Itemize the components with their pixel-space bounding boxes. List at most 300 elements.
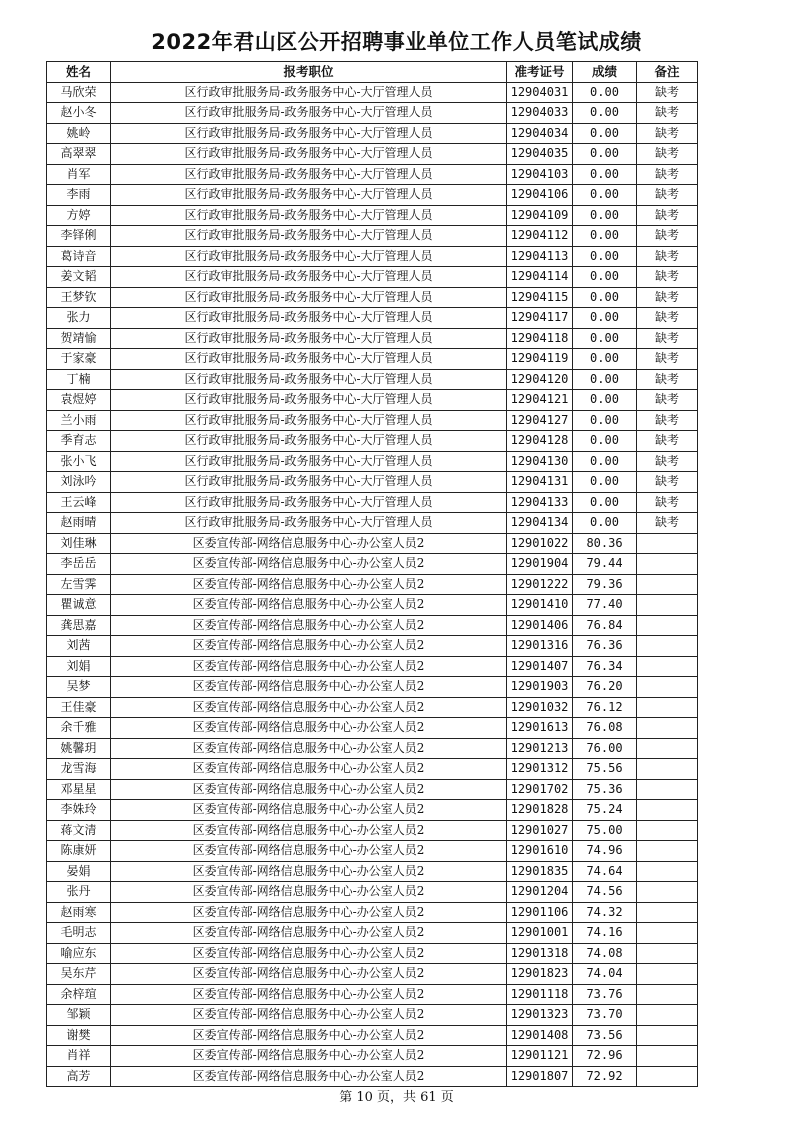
- cell-name: 陈康妍: [47, 841, 111, 862]
- header-position: 报考职位: [111, 62, 507, 83]
- table-row: [47, 574, 698, 595]
- cell-exam-id: 12901222: [507, 574, 573, 595]
- cell-position: 区行政审批服务局-政务服务中心-大厅管理人员: [111, 369, 507, 390]
- page-title: 2022年君山区公开招聘事业单位工作人员笔试成绩: [151, 30, 642, 54]
- cell-remark: [637, 554, 698, 575]
- cell-exam-id: 12904035: [507, 144, 573, 165]
- table-row: [47, 164, 698, 185]
- cell-exam-id: 12904119: [507, 349, 573, 370]
- table-row: [47, 369, 698, 390]
- cell-name: 毛明志: [47, 923, 111, 944]
- cell-score: 76.08: [573, 718, 637, 739]
- cell-score: 74.96: [573, 841, 637, 862]
- cell-name: 刘佳琳: [47, 533, 111, 554]
- table-row: [47, 615, 698, 636]
- cell-name: 邹颖: [47, 1005, 111, 1026]
- cell-position: 区委宣传部-网络信息服务中心-办公室人员2: [111, 779, 507, 800]
- cell-exam-id: 12901323: [507, 1005, 573, 1026]
- cell-position: 区行政审批服务局-政务服务中心-大厅管理人员: [111, 492, 507, 513]
- cell-exam-id: 12904115: [507, 287, 573, 308]
- cell-position: 区行政审批服务局-政务服务中心-大厅管理人员: [111, 123, 507, 144]
- table-row: [47, 533, 698, 554]
- cell-score: 75.36: [573, 779, 637, 800]
- cell-remark: [637, 718, 698, 739]
- cell-score: 0.00: [573, 205, 637, 226]
- cell-remark: [637, 615, 698, 636]
- cell-remark: [637, 697, 698, 718]
- cell-score: 0.00: [573, 472, 637, 493]
- cell-position: 区委宣传部-网络信息服务中心-办公室人员2: [111, 1025, 507, 1046]
- cell-position: 区行政审批服务局-政务服务中心-大厅管理人员: [111, 308, 507, 329]
- cell-score: 74.56: [573, 882, 637, 903]
- cell-exam-id: 12904117: [507, 308, 573, 329]
- cell-position: 区行政审批服务局-政务服务中心-大厅管理人员: [111, 451, 507, 472]
- cell-name: 刘茜: [47, 636, 111, 657]
- cell-name: 兰小雨: [47, 410, 111, 431]
- cell-remark: [637, 759, 698, 780]
- cell-score: 0.00: [573, 144, 637, 165]
- cell-score: 0.00: [573, 123, 637, 144]
- cell-exam-id: 12904127: [507, 410, 573, 431]
- cell-score: 0.00: [573, 410, 637, 431]
- cell-exam-id: 12901312: [507, 759, 573, 780]
- cell-exam-id: 12904133: [507, 492, 573, 513]
- cell-score: 0.00: [573, 82, 637, 103]
- cell-name: 袁煜婷: [47, 390, 111, 411]
- cell-score: 73.70: [573, 1005, 637, 1026]
- table-row: [47, 410, 698, 431]
- table-row: [47, 923, 698, 944]
- cell-exam-id: 12904121: [507, 390, 573, 411]
- table-row: [47, 205, 698, 226]
- cell-name: 龙雪海: [47, 759, 111, 780]
- cell-score: 72.96: [573, 1046, 637, 1067]
- cell-remark: 缺考: [637, 287, 698, 308]
- cell-name: 龚思嘉: [47, 615, 111, 636]
- table-row: [47, 308, 698, 329]
- score-table: [46, 61, 698, 1087]
- cell-position: 区委宣传部-网络信息服务中心-办公室人员2: [111, 677, 507, 698]
- cell-remark: [637, 902, 698, 923]
- table-body: [47, 82, 698, 1087]
- cell-position: 区委宣传部-网络信息服务中心-办公室人员2: [111, 615, 507, 636]
- cell-name: 高芳: [47, 1066, 111, 1087]
- cell-exam-id: 12901027: [507, 820, 573, 841]
- cell-score: 0.00: [573, 185, 637, 206]
- cell-score: 75.24: [573, 800, 637, 821]
- cell-name: 肖祥: [47, 1046, 111, 1067]
- cell-position: 区委宣传部-网络信息服务中心-办公室人员2: [111, 1005, 507, 1026]
- cell-score: 0.00: [573, 267, 637, 288]
- cell-position: 区行政审批服务局-政务服务中心-大厅管理人员: [111, 410, 507, 431]
- cell-name: 吴东芹: [47, 964, 111, 985]
- table-row: [47, 718, 698, 739]
- cell-exam-id: 12904031: [507, 82, 573, 103]
- page-footer: 第 10 页，共 61 页: [339, 1090, 454, 1105]
- cell-exam-id: 12904114: [507, 267, 573, 288]
- cell-name: 李岳岳: [47, 554, 111, 575]
- cell-score: 73.76: [573, 984, 637, 1005]
- cell-remark: 缺考: [637, 308, 698, 329]
- cell-position: 区委宣传部-网络信息服务中心-办公室人员2: [111, 1066, 507, 1087]
- table-row: [47, 738, 698, 759]
- cell-exam-id: 12904113: [507, 246, 573, 267]
- table-row: [47, 779, 698, 800]
- cell-score: 79.36: [573, 574, 637, 595]
- cell-score: 73.56: [573, 1025, 637, 1046]
- cell-exam-id: 12904131: [507, 472, 573, 493]
- cell-exam-id: 12904134: [507, 513, 573, 534]
- header-score: 成绩: [573, 62, 637, 83]
- cell-score: 0.00: [573, 308, 637, 329]
- table-row: [47, 554, 698, 575]
- cell-remark: 缺考: [637, 246, 698, 267]
- cell-name: 赵雨晴: [47, 513, 111, 534]
- cell-remark: [637, 800, 698, 821]
- cell-remark: [637, 923, 698, 944]
- table-row: [47, 1025, 698, 1046]
- cell-name: 余千雅: [47, 718, 111, 739]
- table-row: [47, 882, 698, 903]
- table-row: [47, 267, 698, 288]
- cell-exam-id: 12901828: [507, 800, 573, 821]
- table-row: [47, 964, 698, 985]
- table-row: [47, 287, 698, 308]
- cell-remark: 缺考: [637, 226, 698, 247]
- cell-position: 区委宣传部-网络信息服务中心-办公室人员2: [111, 964, 507, 985]
- cell-remark: 缺考: [637, 431, 698, 452]
- cell-position: 区委宣传部-网络信息服务中心-办公室人员2: [111, 820, 507, 841]
- table-row: [47, 656, 698, 677]
- cell-exam-id: 12901835: [507, 861, 573, 882]
- cell-name: 李姝玲: [47, 800, 111, 821]
- cell-name: 王梦钦: [47, 287, 111, 308]
- cell-remark: [637, 1025, 698, 1046]
- cell-exam-id: 12901408: [507, 1025, 573, 1046]
- cell-position: 区委宣传部-网络信息服务中心-办公室人员2: [111, 554, 507, 575]
- cell-remark: [637, 677, 698, 698]
- cell-score: 76.00: [573, 738, 637, 759]
- cell-exam-id: 12901407: [507, 656, 573, 677]
- cell-name: 蒋文清: [47, 820, 111, 841]
- cell-name: 姚岭: [47, 123, 111, 144]
- table-header-row: [47, 62, 698, 83]
- cell-name: 张力: [47, 308, 111, 329]
- cell-remark: [637, 574, 698, 595]
- cell-score: 75.56: [573, 759, 637, 780]
- cell-remark: [637, 820, 698, 841]
- cell-remark: 缺考: [637, 390, 698, 411]
- table-row: [47, 103, 698, 124]
- cell-score: 0.00: [573, 513, 637, 534]
- cell-exam-id: 12904103: [507, 164, 573, 185]
- cell-position: 区行政审批服务局-政务服务中心-大厅管理人员: [111, 513, 507, 534]
- cell-score: 0.00: [573, 246, 637, 267]
- table-row: [47, 820, 698, 841]
- cell-position: 区委宣传部-网络信息服务中心-办公室人员2: [111, 1046, 507, 1067]
- cell-remark: [637, 984, 698, 1005]
- cell-name: 张丹: [47, 882, 111, 903]
- cell-name: 张小飞: [47, 451, 111, 472]
- cell-exam-id: 12901022: [507, 533, 573, 554]
- cell-score: 76.84: [573, 615, 637, 636]
- table-row: [47, 636, 698, 657]
- cell-position: 区委宣传部-网络信息服务中心-办公室人员2: [111, 656, 507, 677]
- cell-exam-id: 12901032: [507, 697, 573, 718]
- table-row: [47, 1005, 698, 1026]
- cell-exam-id: 12901823: [507, 964, 573, 985]
- cell-exam-id: 12904120: [507, 369, 573, 390]
- cell-remark: [637, 964, 698, 985]
- cell-score: 0.00: [573, 349, 637, 370]
- cell-score: 74.16: [573, 923, 637, 944]
- cell-name: 谢樊: [47, 1025, 111, 1046]
- table-row: [47, 902, 698, 923]
- cell-remark: [637, 841, 698, 862]
- cell-name: 王佳豪: [47, 697, 111, 718]
- cell-name: 邓星星: [47, 779, 111, 800]
- cell-position: 区委宣传部-网络信息服务中心-办公室人员2: [111, 841, 507, 862]
- cell-name: 贺靖愉: [47, 328, 111, 349]
- cell-exam-id: 12901613: [507, 718, 573, 739]
- cell-score: 76.20: [573, 677, 637, 698]
- cell-remark: [637, 533, 698, 554]
- cell-position: 区行政审批服务局-政务服务中心-大厅管理人员: [111, 82, 507, 103]
- cell-remark: 缺考: [637, 513, 698, 534]
- table-row: [47, 492, 698, 513]
- cell-name: 葛诗音: [47, 246, 111, 267]
- cell-position: 区行政审批服务局-政务服务中心-大厅管理人员: [111, 226, 507, 247]
- cell-score: 0.00: [573, 103, 637, 124]
- cell-exam-id: 12901807: [507, 1066, 573, 1087]
- cell-score: 76.34: [573, 656, 637, 677]
- cell-position: 区委宣传部-网络信息服务中心-办公室人员2: [111, 636, 507, 657]
- header-exam-id: 准考证号: [507, 62, 573, 83]
- table-row: [47, 451, 698, 472]
- cell-position: 区委宣传部-网络信息服务中心-办公室人员2: [111, 533, 507, 554]
- cell-exam-id: 12901001: [507, 923, 573, 944]
- table-row: [47, 472, 698, 493]
- cell-position: 区行政审批服务局-政务服务中心-大厅管理人员: [111, 287, 507, 308]
- cell-position: 区行政审批服务局-政务服务中心-大厅管理人员: [111, 103, 507, 124]
- cell-remark: 缺考: [637, 369, 698, 390]
- table-row: [47, 595, 698, 616]
- cell-position: 区行政审批服务局-政务服务中心-大厅管理人员: [111, 185, 507, 206]
- cell-position: 区行政审批服务局-政务服务中心-大厅管理人员: [111, 328, 507, 349]
- cell-remark: 缺考: [637, 267, 698, 288]
- cell-name: 马欣荣: [47, 82, 111, 103]
- table-row: [47, 185, 698, 206]
- table-row: [47, 82, 698, 103]
- table-row: [47, 1046, 698, 1067]
- cell-score: 0.00: [573, 369, 637, 390]
- cell-exam-id: 12904106: [507, 185, 573, 206]
- cell-name: 于家豪: [47, 349, 111, 370]
- cell-remark: [637, 861, 698, 882]
- cell-remark: [637, 943, 698, 964]
- cell-name: 瞿诚意: [47, 595, 111, 616]
- table-row: [47, 800, 698, 821]
- cell-name: 刘泳吟: [47, 472, 111, 493]
- cell-score: 76.36: [573, 636, 637, 657]
- cell-score: 74.08: [573, 943, 637, 964]
- cell-position: 区委宣传部-网络信息服务中心-办公室人员2: [111, 718, 507, 739]
- cell-score: 0.00: [573, 492, 637, 513]
- cell-position: 区行政审批服务局-政务服务中心-大厅管理人员: [111, 164, 507, 185]
- cell-position: 区委宣传部-网络信息服务中心-办公室人员2: [111, 984, 507, 1005]
- table-row: [47, 861, 698, 882]
- cell-position: 区委宣传部-网络信息服务中心-办公室人员2: [111, 861, 507, 882]
- cell-position: 区委宣传部-网络信息服务中心-办公室人员2: [111, 943, 507, 964]
- cell-position: 区委宣传部-网络信息服务中心-办公室人员2: [111, 800, 507, 821]
- cell-remark: [637, 636, 698, 657]
- cell-remark: 缺考: [637, 103, 698, 124]
- cell-remark: [637, 1066, 698, 1087]
- table-row: [47, 226, 698, 247]
- cell-position: 区委宣传部-网络信息服务中心-办公室人员2: [111, 882, 507, 903]
- cell-remark: 缺考: [637, 410, 698, 431]
- table-row: [47, 759, 698, 780]
- cell-exam-id: 12901904: [507, 554, 573, 575]
- table-row: [47, 390, 698, 411]
- table-row: [47, 246, 698, 267]
- cell-score: 74.04: [573, 964, 637, 985]
- cell-position: 区行政审批服务局-政务服务中心-大厅管理人员: [111, 246, 507, 267]
- table-row: [47, 123, 698, 144]
- cell-remark: 缺考: [637, 185, 698, 206]
- table-row: [47, 431, 698, 452]
- cell-score: 0.00: [573, 431, 637, 452]
- table-row: [47, 513, 698, 534]
- cell-score: 72.92: [573, 1066, 637, 1087]
- table-row: [47, 677, 698, 698]
- cell-name: 姜文韬: [47, 267, 111, 288]
- cell-name: 李铎俐: [47, 226, 111, 247]
- cell-exam-id: 12901213: [507, 738, 573, 759]
- cell-position: 区行政审批服务局-政务服务中心-大厅管理人员: [111, 431, 507, 452]
- cell-remark: [637, 1005, 698, 1026]
- cell-position: 区委宣传部-网络信息服务中心-办公室人员2: [111, 595, 507, 616]
- cell-remark: [637, 656, 698, 677]
- cell-name: 肖军: [47, 164, 111, 185]
- cell-remark: 缺考: [637, 349, 698, 370]
- cell-name: 余梓瑄: [47, 984, 111, 1005]
- header-name: 姓名: [47, 62, 111, 83]
- cell-name: 晏娟: [47, 861, 111, 882]
- cell-exam-id: 12904109: [507, 205, 573, 226]
- cell-score: 0.00: [573, 226, 637, 247]
- cell-position: 区行政审批服务局-政务服务中心-大厅管理人员: [111, 472, 507, 493]
- cell-exam-id: 12901121: [507, 1046, 573, 1067]
- cell-exam-id: 12904033: [507, 103, 573, 124]
- cell-position: 区委宣传部-网络信息服务中心-办公室人员2: [111, 923, 507, 944]
- table-row: [47, 144, 698, 165]
- cell-name: 李雨: [47, 185, 111, 206]
- cell-score: 0.00: [573, 390, 637, 411]
- cell-score: 0.00: [573, 328, 637, 349]
- cell-exam-id: 12901903: [507, 677, 573, 698]
- cell-name: 高翠翠: [47, 144, 111, 165]
- cell-exam-id: 12901610: [507, 841, 573, 862]
- cell-name: 姚馨玥: [47, 738, 111, 759]
- cell-position: 区委宣传部-网络信息服务中心-办公室人员2: [111, 738, 507, 759]
- cell-remark: 缺考: [637, 472, 698, 493]
- cell-exam-id: 12901318: [507, 943, 573, 964]
- cell-remark: [637, 738, 698, 759]
- cell-score: 77.40: [573, 595, 637, 616]
- cell-exam-id: 12901106: [507, 902, 573, 923]
- cell-score: 80.36: [573, 533, 637, 554]
- cell-name: 赵雨寒: [47, 902, 111, 923]
- cell-remark: 缺考: [637, 451, 698, 472]
- cell-position: 区行政审批服务局-政务服务中心-大厅管理人员: [111, 267, 507, 288]
- cell-score: 75.00: [573, 820, 637, 841]
- cell-exam-id: 12901702: [507, 779, 573, 800]
- cell-remark: [637, 1046, 698, 1067]
- cell-position: 区行政审批服务局-政务服务中心-大厅管理人员: [111, 205, 507, 226]
- cell-score: 0.00: [573, 287, 637, 308]
- cell-position: 区行政审批服务局-政务服务中心-大厅管理人员: [111, 390, 507, 411]
- cell-remark: 缺考: [637, 328, 698, 349]
- cell-exam-id: 12901316: [507, 636, 573, 657]
- cell-score: 0.00: [573, 451, 637, 472]
- cell-name: 喻应东: [47, 943, 111, 964]
- cell-name: 左雪霁: [47, 574, 111, 595]
- cell-position: 区委宣传部-网络信息服务中心-办公室人员2: [111, 697, 507, 718]
- table-row: [47, 984, 698, 1005]
- cell-name: 方婷: [47, 205, 111, 226]
- cell-name: 刘娟: [47, 656, 111, 677]
- cell-exam-id: 12904112: [507, 226, 573, 247]
- cell-name: 王云峰: [47, 492, 111, 513]
- cell-position: 区行政审批服务局-政务服务中心-大厅管理人员: [111, 144, 507, 165]
- table-row: [47, 1066, 698, 1087]
- table-row: [47, 328, 698, 349]
- cell-remark: 缺考: [637, 82, 698, 103]
- cell-remark: [637, 595, 698, 616]
- cell-remark: 缺考: [637, 144, 698, 165]
- cell-score: 74.32: [573, 902, 637, 923]
- cell-position: 区委宣传部-网络信息服务中心-办公室人员2: [111, 902, 507, 923]
- table-row: [47, 349, 698, 370]
- table-row: [47, 841, 698, 862]
- cell-remark: 缺考: [637, 123, 698, 144]
- table-row: [47, 943, 698, 964]
- cell-exam-id: 12904034: [507, 123, 573, 144]
- header-remark: 备注: [637, 62, 698, 83]
- cell-remark: [637, 882, 698, 903]
- cell-score: 76.12: [573, 697, 637, 718]
- cell-exam-id: 12904118: [507, 328, 573, 349]
- cell-remark: 缺考: [637, 492, 698, 513]
- table-row: [47, 697, 698, 718]
- cell-remark: [637, 779, 698, 800]
- cell-name: 赵小冬: [47, 103, 111, 124]
- cell-exam-id: 12901406: [507, 615, 573, 636]
- cell-score: 0.00: [573, 164, 637, 185]
- cell-name: 丁楠: [47, 369, 111, 390]
- cell-exam-id: 12901410: [507, 595, 573, 616]
- cell-name: 吴梦: [47, 677, 111, 698]
- cell-remark: 缺考: [637, 205, 698, 226]
- cell-position: 区委宣传部-网络信息服务中心-办公室人员2: [111, 574, 507, 595]
- cell-position: 区行政审批服务局-政务服务中心-大厅管理人员: [111, 349, 507, 370]
- cell-exam-id: 12901118: [507, 984, 573, 1005]
- cell-score: 74.64: [573, 861, 637, 882]
- cell-position: 区委宣传部-网络信息服务中心-办公室人员2: [111, 759, 507, 780]
- cell-score: 79.44: [573, 554, 637, 575]
- cell-exam-id: 12904128: [507, 431, 573, 452]
